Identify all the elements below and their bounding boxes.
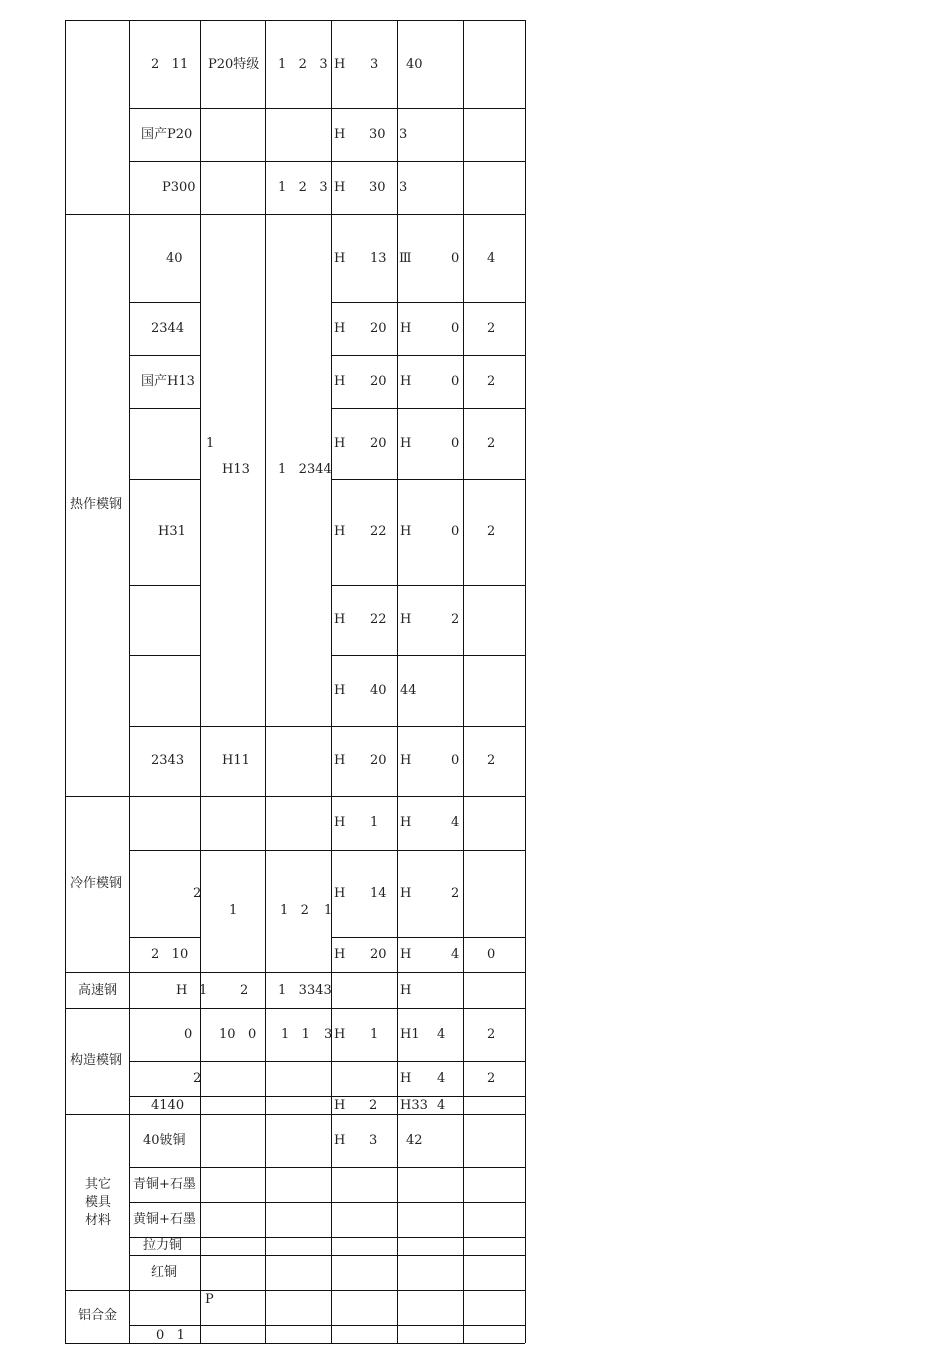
cell-r16-c2: 10 0	[219, 1027, 257, 1042]
cell-r19-c5: 42	[406, 1133, 423, 1148]
cell-r6-c6: 2	[487, 374, 496, 389]
row-divider	[129, 1325, 525, 1326]
cell-r13-c3b: 1	[324, 903, 333, 918]
cell-r11-c2: H11	[222, 753, 250, 768]
cell-r13-c1: 2	[193, 886, 202, 901]
cell-r7-c6: 2	[487, 436, 496, 451]
row-divider	[331, 479, 525, 480]
cell-r9-c4b: 22	[370, 612, 387, 627]
row-divider	[65, 20, 525, 21]
cell-r19-c4a: H	[334, 1133, 346, 1148]
cell-r10-c4b: 40	[370, 683, 387, 698]
category-high-speed: 高速钢	[78, 983, 118, 998]
row-divider	[129, 479, 200, 480]
row-divider	[129, 1096, 525, 1097]
row-divider	[129, 1237, 525, 1238]
category-aluminum: 铝合金	[78, 1308, 118, 1323]
cell-r13-c5b: 2	[451, 886, 460, 901]
cell-r11-c4a: H	[334, 753, 346, 768]
row-divider	[65, 1290, 525, 1291]
cell-r18-c5a: H33	[400, 1098, 428, 1113]
cell-r10-c5: 44	[400, 683, 417, 698]
cell-r16-c4a: H	[334, 1027, 346, 1042]
column-divider	[331, 20, 332, 1343]
cell-r15-c2b: 2	[240, 983, 249, 998]
row-divider	[65, 972, 525, 973]
cell-r16-c5b: 4	[437, 1027, 446, 1042]
cell-r22-c1: 拉力铜	[143, 1238, 183, 1253]
cell-r8-c4a: H	[334, 524, 346, 539]
cell-r12-c4a: H	[334, 815, 346, 830]
row-divider	[129, 161, 525, 162]
row-divider	[65, 1343, 525, 1344]
cell-r13-c4b: 14	[370, 886, 387, 901]
cell-r12-c5b: 4	[451, 815, 460, 830]
cell-r8-c6: 2	[487, 524, 496, 539]
cell-r18-c4a: H	[334, 1098, 346, 1113]
cell-r7-c5a: H	[400, 436, 412, 451]
cell-r4-c4a: H	[334, 251, 346, 266]
cell-r5-c4b: 20	[370, 321, 387, 336]
cell-r14-c5b: 4	[451, 947, 460, 962]
cell-r5-c4a: H	[334, 321, 346, 336]
cell-r1-c2: P20特级	[208, 57, 260, 72]
cell-r6-c4a: H	[334, 374, 346, 389]
row-divider	[65, 214, 525, 215]
cell-r7-c4a: H	[334, 436, 346, 451]
cell-r14-c4b: 20	[370, 947, 387, 962]
cell-r15-c2a: 1	[199, 983, 208, 998]
row-divider	[331, 355, 525, 356]
row-divider	[129, 655, 200, 656]
row-divider	[129, 850, 525, 851]
column-divider	[129, 20, 130, 1343]
cell-r24-c2: P	[205, 1292, 214, 1307]
column-divider	[65, 20, 66, 1343]
cell-r20-c1: 青铜+石墨	[133, 1177, 196, 1192]
row-divider	[65, 1008, 525, 1009]
cell-r25-c1: 0 1	[156, 1328, 185, 1343]
cell-r10-c4a: H	[334, 683, 346, 698]
row-divider	[129, 408, 200, 409]
cell-r2-c4b: 30	[369, 127, 386, 142]
cell-r7-c4b: 20	[370, 436, 387, 451]
row-divider	[129, 302, 200, 303]
cell-r4-c1: 40	[166, 251, 183, 266]
column-divider	[463, 20, 464, 1343]
cell-r19-c1: 40铍铜	[143, 1133, 186, 1148]
cell-r4-c4b: 13	[370, 251, 387, 266]
cell-r15-c5: H	[400, 983, 412, 998]
cell-r14-c4a: H	[334, 947, 346, 962]
cell-r6-c5a: H	[400, 374, 412, 389]
cell-r14-c5a: H	[400, 947, 412, 962]
cell-r8-c5a: H	[400, 524, 412, 539]
cell-r1-c3: 1 2 3	[278, 57, 328, 72]
cell-r11-c5b: 0	[451, 753, 460, 768]
cell-r13-c5a: H	[400, 886, 412, 901]
cell-r5-c5b: 0	[451, 321, 460, 336]
row-divider	[129, 937, 200, 938]
cell-r11-c5a: H	[400, 753, 412, 768]
row-divider	[129, 1061, 525, 1062]
row-divider	[129, 726, 525, 727]
cell-r6-c1: 国产H13	[141, 374, 195, 389]
cell-r1-c4b: 3	[370, 57, 379, 72]
cell-r5-c5a: H	[400, 321, 412, 336]
cell-r11-c1: 2343	[151, 753, 185, 768]
row-divider	[129, 108, 525, 109]
cell-r2-c1: 国产P20	[141, 127, 193, 142]
cell-r2-c4a: H	[334, 127, 346, 142]
cell-r17-c1: 2	[193, 1071, 202, 1086]
cell-r15-c3: 1 3343	[278, 983, 332, 998]
row-divider	[129, 1202, 525, 1203]
cell-r13-c3a: 1 2	[280, 903, 309, 918]
cell-r14-c6: 0	[487, 947, 496, 962]
category-cold-work: 冷作模钢	[70, 876, 123, 891]
cell-r21-c1: 黄铜+石墨	[133, 1212, 196, 1227]
cell-r16-c1: 0	[184, 1027, 193, 1042]
cell-r17-c5b: 4	[437, 1071, 446, 1086]
cell-r4-c6: 4	[487, 251, 496, 266]
cell-r19-c4b: 3	[369, 1133, 378, 1148]
row-divider	[331, 655, 525, 656]
row-divider	[331, 585, 525, 586]
column-divider	[200, 20, 201, 1343]
cell-r16-c3b: 3	[324, 1027, 333, 1042]
cell-r4-c5b: 0	[451, 251, 460, 266]
cell-hot-c3: 1 2344	[278, 462, 332, 477]
row-divider	[129, 1167, 525, 1168]
cell-r3-c3: 1 2 3	[278, 180, 328, 195]
cell-r14-c1: 2 10	[151, 947, 189, 962]
cell-r23-c1: 红铜	[151, 1265, 178, 1280]
cell-r15-c1: H	[176, 983, 188, 998]
cell-r3-c5: 3	[399, 180, 408, 195]
row-divider	[65, 796, 525, 797]
cell-r12-c4b: 1	[370, 815, 379, 830]
row-divider	[65, 1114, 525, 1115]
cell-r9-c5a: H	[400, 612, 412, 627]
category-hot-work: 热作模钢	[70, 497, 123, 512]
category-other: 其它 模具 材料	[85, 1177, 112, 1228]
cell-r18-c1: 4140	[151, 1098, 185, 1113]
cell-r17-c6: 2	[487, 1071, 496, 1086]
cell-r5-c1: 2344	[151, 321, 185, 336]
cell-r3-c4a: H	[334, 180, 346, 195]
cell-r18-c4b: 2	[369, 1098, 378, 1113]
row-divider	[129, 355, 200, 356]
cell-r9-c4a: H	[334, 612, 346, 627]
cell-r7-c5b: 0	[451, 436, 460, 451]
cell-r3-c1: P300	[162, 180, 196, 195]
cell-r3-c4b: 30	[369, 180, 386, 195]
row-divider	[331, 937, 525, 938]
column-divider	[397, 20, 398, 1343]
cell-r8-c4b: 22	[370, 524, 387, 539]
cell-r9-c5b: 2	[451, 612, 460, 627]
cell-r18-c5b: 4	[437, 1098, 446, 1113]
category-structural: 构造模钢	[70, 1053, 123, 1068]
cell-r16-c5a: H1	[400, 1027, 420, 1042]
row-divider	[129, 585, 200, 586]
cell-r11-c4b: 20	[370, 753, 387, 768]
cell-r8-c1: H31	[158, 524, 186, 539]
cell-r2-c5: 3	[399, 127, 408, 142]
cell-r1-c5: 40	[406, 57, 423, 72]
cell-hot-c2a: 1	[206, 436, 215, 451]
cell-r11-c6: 2	[487, 753, 496, 768]
cell-r6-c4b: 20	[370, 374, 387, 389]
cell-r16-c6: 2	[487, 1027, 496, 1042]
cell-r4-c5a: Ⅲ	[399, 251, 412, 266]
cell-r16-c4b: 1	[370, 1027, 379, 1042]
cell-r13-c2: 1	[229, 903, 238, 918]
row-divider	[331, 302, 525, 303]
cell-r5-c6: 2	[487, 321, 496, 336]
cell-r6-c5b: 0	[451, 374, 460, 389]
cell-r12-c5a: H	[400, 815, 412, 830]
row-divider	[331, 408, 525, 409]
cell-r1-c1: 2 11	[151, 57, 189, 72]
cell-r17-c5a: H	[400, 1071, 412, 1086]
cell-r13-c4a: H	[334, 886, 346, 901]
cell-hot-c2b: H13	[222, 462, 250, 477]
cell-r8-c5b: 0	[451, 524, 460, 539]
cell-r16-c3a: 1 1	[281, 1027, 310, 1042]
cell-r1-c4a: H	[334, 57, 346, 72]
column-divider	[525, 20, 526, 1343]
column-divider	[265, 20, 266, 1343]
row-divider	[129, 1255, 525, 1256]
